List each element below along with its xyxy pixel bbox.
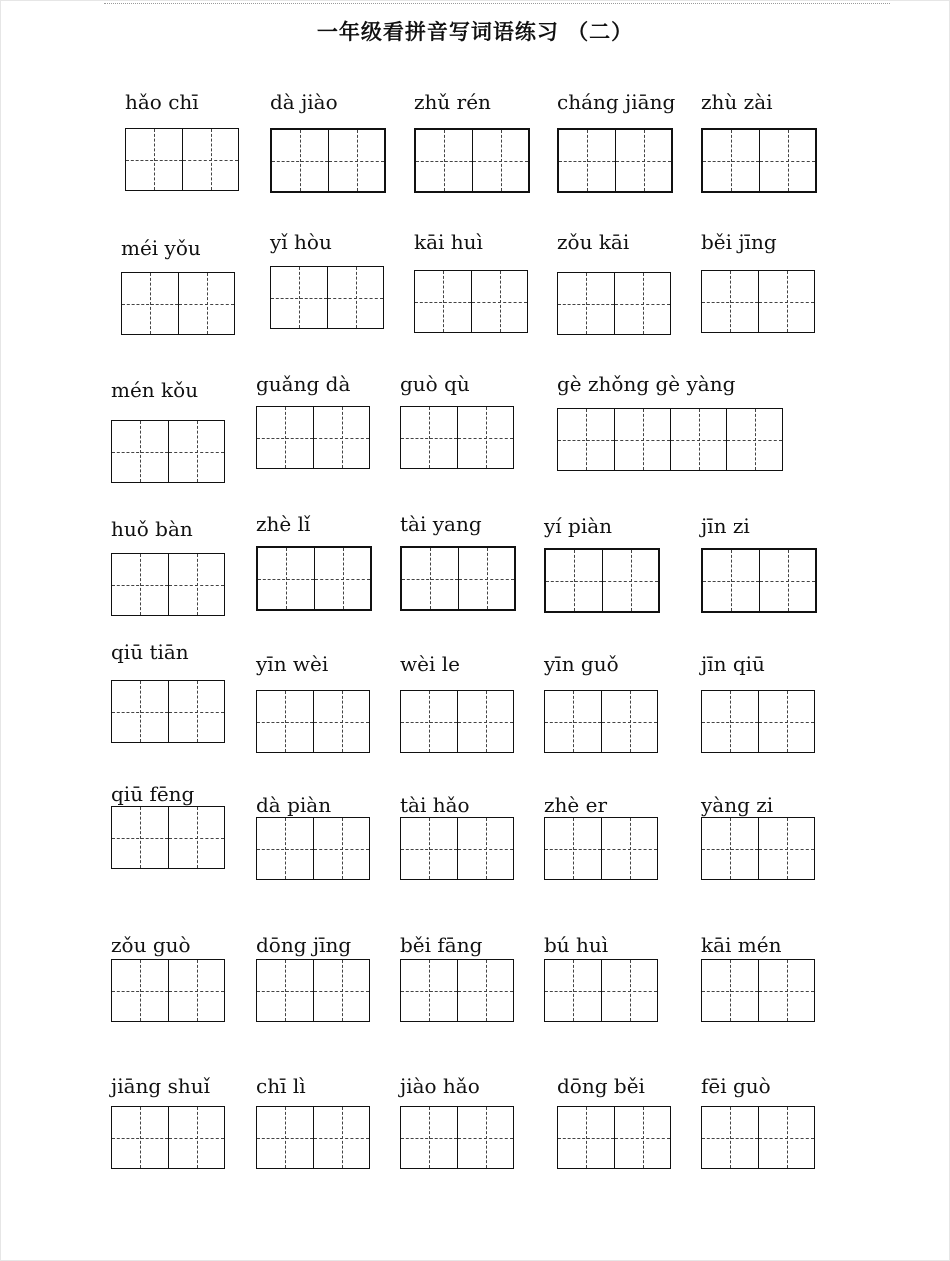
tianzige-cell[interactable]: [471, 271, 527, 332]
pinyin-label: zhè lǐ: [256, 512, 311, 536]
tianzige-cell[interactable]: [112, 421, 168, 482]
pinyin-label: yīn guǒ: [544, 652, 619, 676]
tianzige-cell[interactable]: [314, 548, 370, 609]
tianzige-cell[interactable]: [313, 407, 369, 468]
tianzige-cell[interactable]: [313, 1107, 369, 1168]
pinyin-label: běi fāng: [400, 933, 483, 957]
pinyin-label: mén kǒu: [111, 378, 199, 402]
pinyin-label: běi jīng: [701, 230, 777, 254]
writing-grid[interactable]: [414, 270, 528, 333]
pinyin-label: dà jiào: [270, 90, 338, 114]
writing-grid[interactable]: [544, 817, 658, 880]
pinyin-label: cháng jiāng: [557, 90, 676, 114]
tianzige-cell[interactable]: [168, 807, 224, 868]
pinyin-label: qiū fēng: [111, 782, 195, 806]
tianzige-cell[interactable]: [168, 1107, 224, 1168]
pinyin-label: chī lì: [256, 1074, 306, 1098]
tianzige-cell[interactable]: [614, 1107, 670, 1168]
pinyin-label: jiāng shuǐ: [111, 1074, 210, 1098]
tianzige-cell[interactable]: [457, 818, 513, 879]
tianzige-cell[interactable]: [271, 267, 327, 328]
tianzige-cell[interactable]: [758, 960, 814, 1021]
writing-grid[interactable]: [400, 546, 516, 611]
tianzige-cell[interactable]: [168, 554, 224, 615]
tianzige-cell[interactable]: [545, 691, 601, 752]
tianzige-cell[interactable]: [559, 130, 615, 191]
writing-grid[interactable]: [256, 817, 370, 880]
worksheet-title: 一年级看拼音写词语练习 （二）: [316, 20, 634, 44]
writing-grid[interactable]: [270, 128, 386, 193]
tianzige-cell[interactable]: [257, 818, 313, 879]
tianzige-cell[interactable]: [702, 960, 758, 1021]
tianzige-cell[interactable]: [758, 1107, 814, 1168]
writing-grid[interactable]: [270, 266, 384, 329]
pinyin-label: yàng zi: [701, 793, 774, 817]
tianzige-cell[interactable]: [602, 550, 658, 611]
writing-grid[interactable]: [256, 1106, 370, 1169]
writing-grid[interactable]: [701, 959, 815, 1022]
pinyin-label: fēi guò: [701, 1074, 771, 1098]
tianzige-cell[interactable]: [257, 960, 313, 1021]
tianzige-cell[interactable]: [401, 818, 457, 879]
writing-grid[interactable]: [701, 270, 815, 333]
tianzige-cell[interactable]: [545, 960, 601, 1021]
pinyin-label: zǒu guò: [111, 933, 191, 957]
tianzige-cell[interactable]: [702, 691, 758, 752]
tianzige-cell[interactable]: [257, 407, 313, 468]
writing-grid[interactable]: [256, 959, 370, 1022]
pinyin-label: jiào hǎo: [400, 1074, 480, 1098]
writing-grid[interactable]: [125, 128, 239, 191]
writing-grid[interactable]: [544, 959, 658, 1022]
tianzige-cell[interactable]: [759, 550, 815, 611]
tianzige-cell[interactable]: [401, 691, 457, 752]
tianzige-cell[interactable]: [122, 273, 178, 334]
tianzige-cell[interactable]: [702, 818, 758, 879]
writing-grid[interactable]: [400, 817, 514, 880]
pinyin-label: tài hǎo: [400, 793, 470, 817]
tianzige-cell[interactable]: [168, 421, 224, 482]
tianzige-cell[interactable]: [601, 960, 657, 1021]
pinyin-label: wèi le: [400, 652, 460, 676]
pinyin-label: gè zhǒng gè yàng: [557, 372, 736, 396]
pinyin-label: zhè er: [544, 793, 608, 817]
tianzige-cell[interactable]: [614, 409, 670, 470]
writing-grid[interactable]: [256, 690, 370, 753]
tianzige-cell[interactable]: [258, 548, 314, 609]
writing-grid[interactable]: [557, 272, 671, 335]
tianzige-cell[interactable]: [558, 1107, 614, 1168]
tianzige-cell[interactable]: [327, 267, 383, 328]
tianzige-cell[interactable]: [415, 271, 471, 332]
tianzige-cell[interactable]: [615, 130, 671, 191]
pinyin-label: kāi huì: [414, 230, 483, 254]
pinyin-label: dōng běi: [557, 1074, 645, 1098]
pinyin-label: jīn zi: [701, 514, 750, 538]
tianzige-cell[interactable]: [401, 407, 457, 468]
pinyin-label: zhù zài: [701, 90, 773, 114]
tianzige-cell[interactable]: [457, 960, 513, 1021]
tianzige-cell[interactable]: [112, 960, 168, 1021]
tianzige-cell[interactable]: [758, 691, 814, 752]
tianzige-cell[interactable]: [601, 818, 657, 879]
top-divider: [104, 3, 890, 4]
tianzige-cell[interactable]: [558, 409, 614, 470]
tianzige-cell[interactable]: [702, 1107, 758, 1168]
pinyin-label: bú huì: [544, 933, 609, 957]
tianzige-cell[interactable]: [402, 548, 458, 609]
pinyin-label: zhǔ rén: [414, 90, 491, 114]
tianzige-cell[interactable]: [112, 807, 168, 868]
writing-grid[interactable]: [701, 690, 815, 753]
tianzige-cell[interactable]: [458, 548, 514, 609]
pinyin-label: qiū tiān: [111, 640, 189, 664]
tianzige-cell[interactable]: [703, 550, 759, 611]
writing-grid[interactable]: [111, 806, 225, 869]
tianzige-cell[interactable]: [257, 1107, 313, 1168]
tianzige-cell[interactable]: [758, 818, 814, 879]
writing-grid[interactable]: [400, 690, 514, 753]
tianzige-cell[interactable]: [112, 681, 168, 742]
writing-grid[interactable]: [121, 272, 235, 335]
pinyin-label: guǎng dà: [256, 372, 351, 396]
tianzige-cell[interactable]: [313, 818, 369, 879]
tianzige-cell[interactable]: [758, 271, 814, 332]
writing-grid[interactable]: [111, 420, 225, 483]
tianzige-cell[interactable]: [614, 273, 670, 334]
tianzige-cell[interactable]: [112, 554, 168, 615]
writing-grid[interactable]: [414, 128, 530, 193]
tianzige-cell[interactable]: [670, 409, 726, 470]
tianzige-cell[interactable]: [558, 273, 614, 334]
tianzige-cell[interactable]: [457, 1107, 513, 1168]
pinyin-label: dà piàn: [256, 793, 332, 817]
writing-grid[interactable]: [111, 1106, 225, 1169]
pinyin-label: huǒ bàn: [111, 517, 193, 541]
tianzige-cell[interactable]: [457, 691, 513, 752]
tianzige-cell[interactable]: [178, 273, 234, 334]
tianzige-cell[interactable]: [168, 960, 224, 1021]
pinyin-label: hǎo chī: [125, 90, 199, 114]
tianzige-cell[interactable]: [313, 960, 369, 1021]
writing-grid[interactable]: [111, 553, 225, 616]
writing-grid[interactable]: [400, 959, 514, 1022]
writing-grid[interactable]: [544, 690, 658, 753]
tianzige-cell[interactable]: [257, 691, 313, 752]
pinyin-label: dōng jīng: [256, 933, 352, 957]
writing-grid[interactable]: [557, 128, 673, 193]
tianzige-cell[interactable]: [457, 407, 513, 468]
writing-grid[interactable]: [701, 817, 815, 880]
pinyin-label: yǐ hòu: [270, 230, 332, 254]
writing-grid[interactable]: [557, 408, 783, 471]
tianzige-cell[interactable]: [416, 130, 472, 191]
pinyin-label: méi yǒu: [121, 236, 201, 260]
pinyin-label: yí piàn: [544, 514, 613, 538]
pinyin-label: jīn qiū: [701, 652, 765, 676]
tianzige-cell[interactable]: [272, 130, 328, 191]
writing-grid[interactable]: [400, 1106, 514, 1169]
tianzige-cell[interactable]: [313, 691, 369, 752]
writing-grid[interactable]: [256, 546, 372, 611]
pinyin-label: yīn wèi: [256, 652, 329, 676]
pinyin-label: kāi mén: [701, 933, 782, 957]
tianzige-cell[interactable]: [759, 130, 815, 191]
pinyin-label: guò qù: [400, 372, 470, 396]
tianzige-cell[interactable]: [182, 129, 238, 190]
writing-grid[interactable]: [701, 548, 817, 613]
pinyin-label: zǒu kāi: [557, 230, 630, 254]
writing-grid[interactable]: [557, 1106, 671, 1169]
tianzige-cell[interactable]: [546, 550, 602, 611]
writing-grid[interactable]: [701, 128, 817, 193]
tianzige-cell[interactable]: [328, 130, 384, 191]
writing-grid[interactable]: [111, 680, 225, 743]
tianzige-cell[interactable]: [545, 818, 601, 879]
tianzige-cell[interactable]: [703, 130, 759, 191]
writing-grid[interactable]: [544, 548, 660, 613]
tianzige-cell[interactable]: [726, 409, 782, 470]
writing-grid[interactable]: [400, 406, 514, 469]
tianzige-cell[interactable]: [472, 130, 528, 191]
writing-grid[interactable]: [701, 1106, 815, 1169]
tianzige-cell[interactable]: [401, 1107, 457, 1168]
tianzige-cell[interactable]: [601, 691, 657, 752]
writing-grid[interactable]: [111, 959, 225, 1022]
tianzige-cell[interactable]: [168, 681, 224, 742]
tianzige-cell[interactable]: [401, 960, 457, 1021]
tianzige-cell[interactable]: [126, 129, 182, 190]
writing-grid[interactable]: [256, 406, 370, 469]
tianzige-cell[interactable]: [702, 271, 758, 332]
pinyin-label: tài yang: [400, 512, 482, 536]
tianzige-cell[interactable]: [112, 1107, 168, 1168]
